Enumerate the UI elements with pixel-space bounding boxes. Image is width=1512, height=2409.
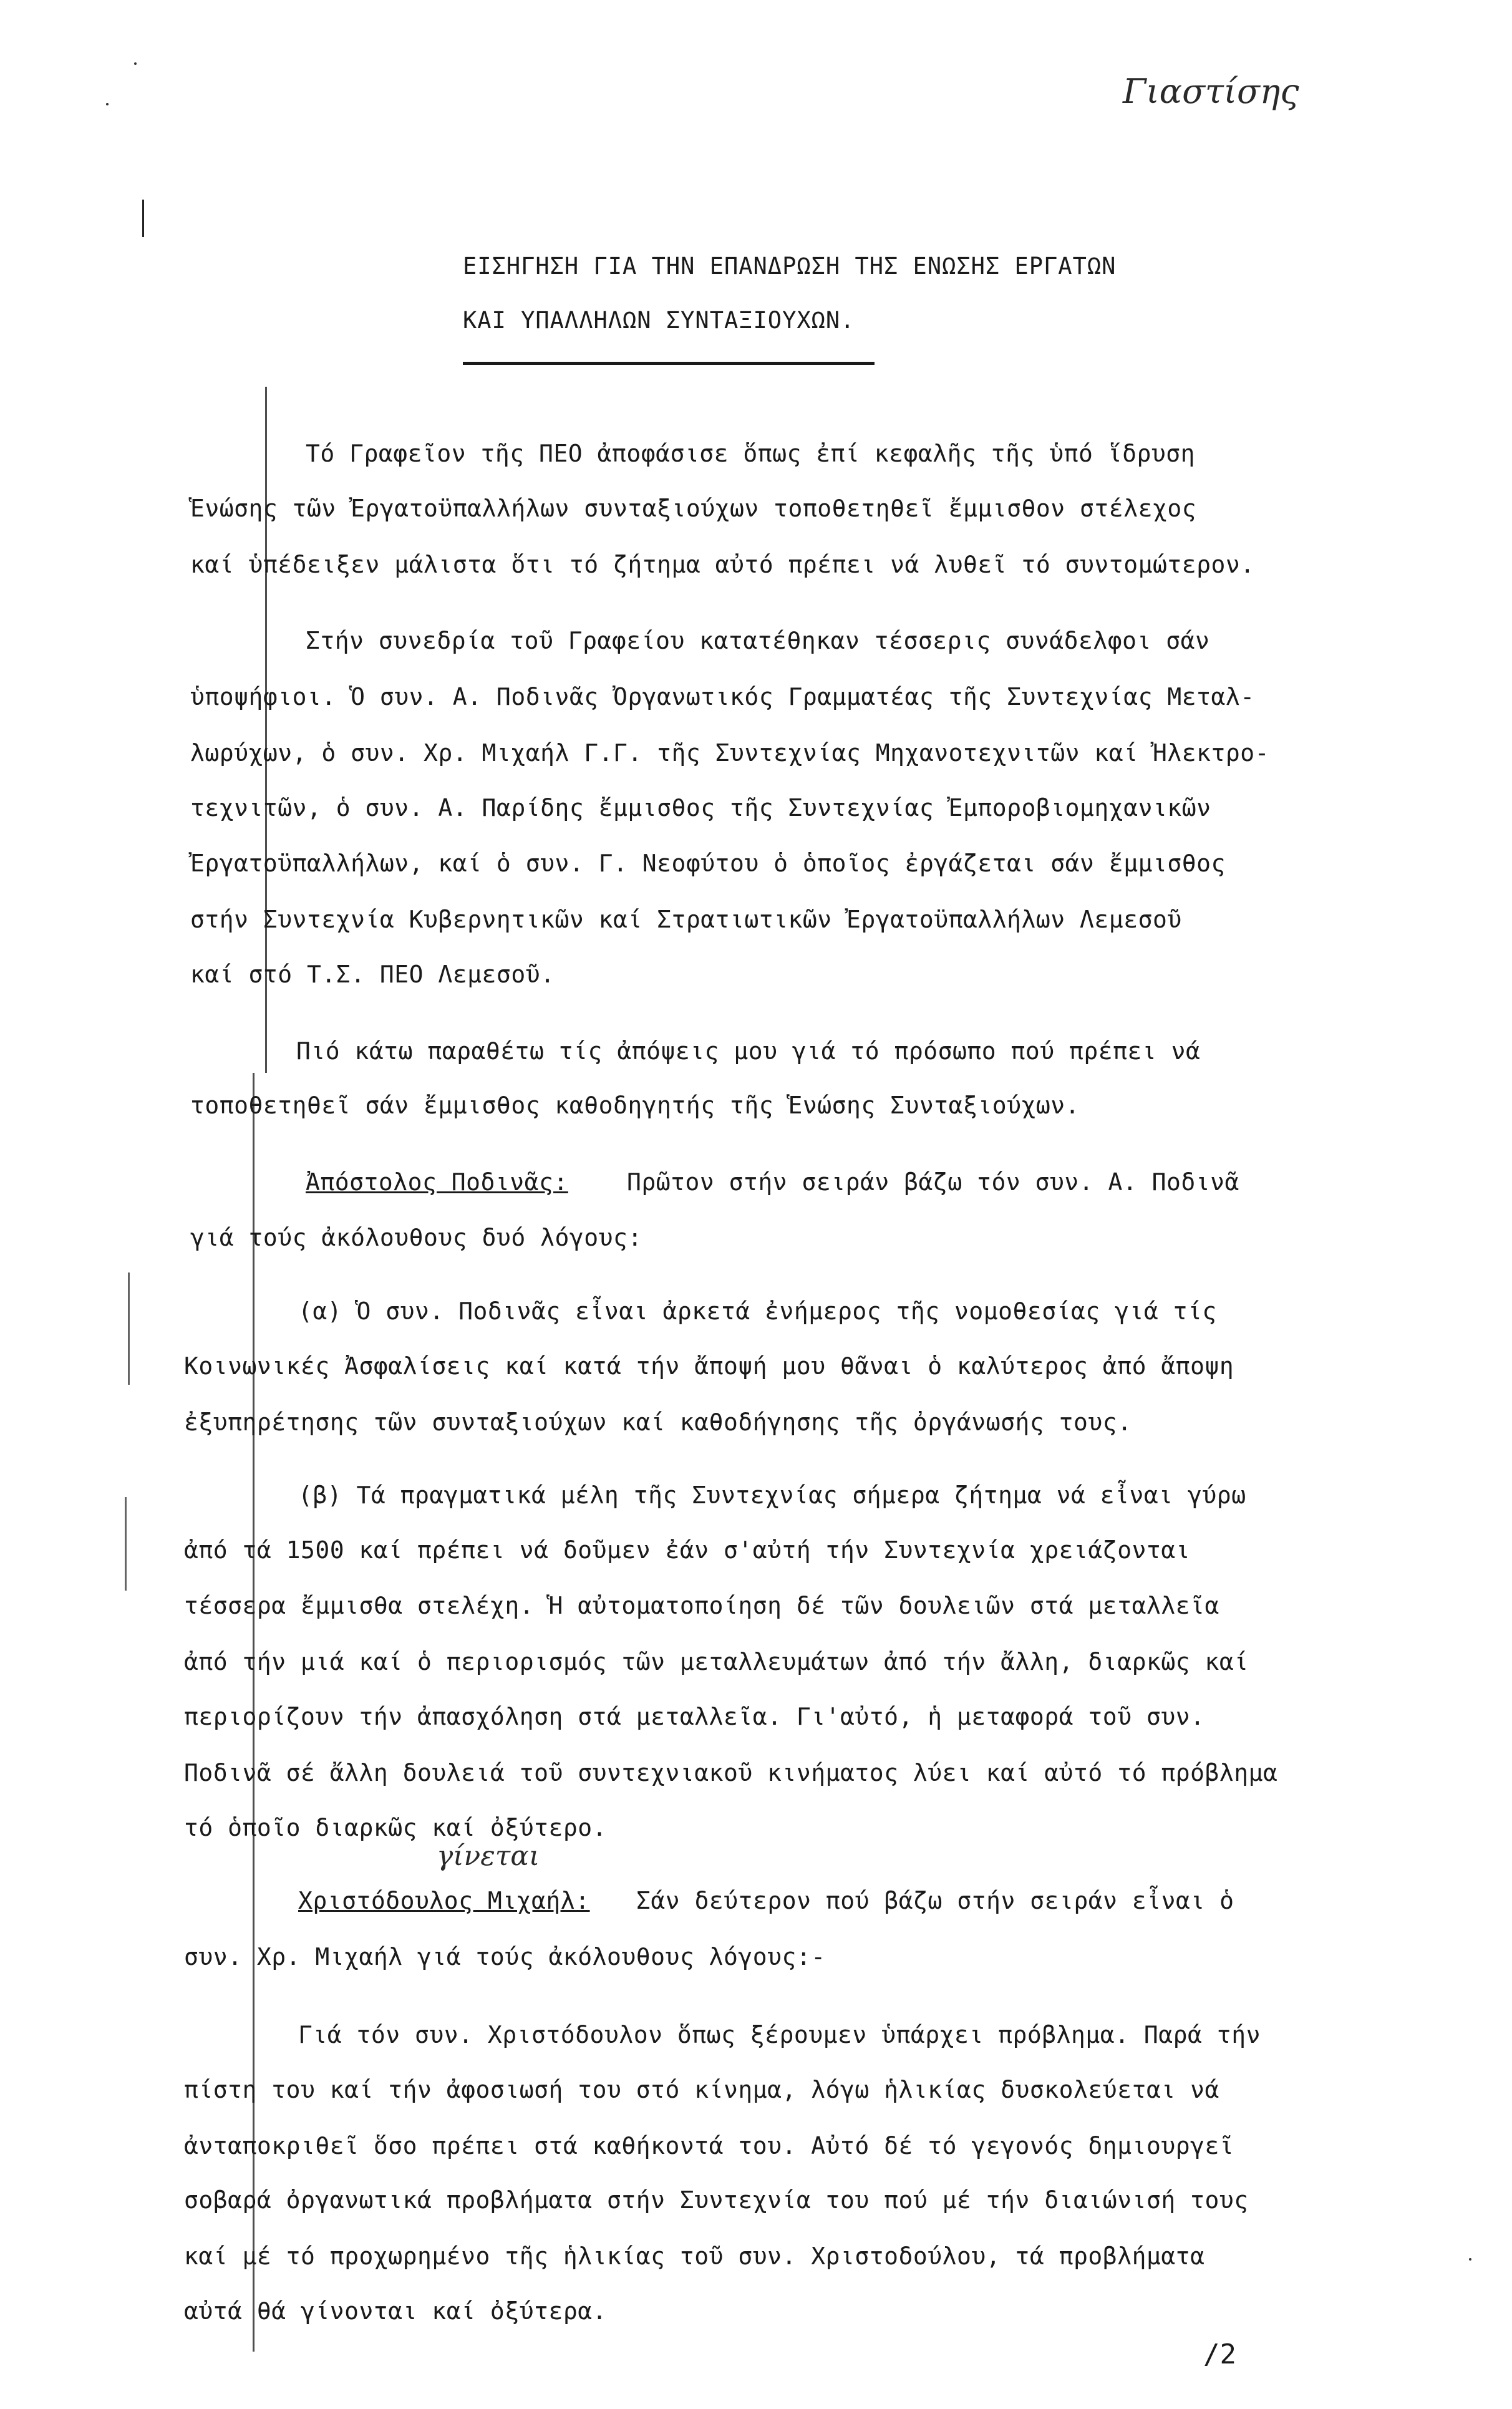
text-line: Γιά τόν συν. Χριστόδουλον ὅπως ξέρουμεν ὑπάρχει πρόβλημα. Παρά τήν bbox=[298, 2021, 1261, 2048]
text-line: καί στό Τ.Σ. ΠΕΟ Λεμεσοῦ. bbox=[190, 961, 555, 988]
text-line: (β) Τά πραγματικά μέλη τῆς Συντεχνίας σήμερα ζήτημα νά εἶναι γύρω bbox=[298, 1481, 1246, 1509]
left-edge-mark bbox=[128, 1272, 130, 1385]
text-line: Τό Γραφεῖον τῆς ΠΕΟ ἀποφάσισε ὅπως ἐπί κεφαλῆς τῆς ὑπό ἵδρυση bbox=[306, 440, 1196, 467]
text-line: ἀπό τήν μιά καί ὁ περιορισμός τῶν μεταλλευμάτων ἀπό τήν ἄλλη, διαρκῶς καί bbox=[184, 1648, 1249, 1675]
heading-line-1: ΕΙΣΗΓΗΣΗ ΓΙΑ ΤΗΝ ΕΠΑΝΔΡΩΣΗ ΤΗΣ ΕΝΩΣΗΣ ΕΡΓΑΤΩΝ bbox=[463, 253, 1117, 279]
text-line: Πρῶτον στήν σειράν βάζω τόν συν. Α. Ποδινᾶ bbox=[627, 1168, 1239, 1196]
text-line: Σάν δεύτερον πού βάζω στήν σειράν εἶναι ὁ bbox=[636, 1887, 1234, 1914]
left-edge-mark bbox=[142, 200, 144, 237]
text-line: τοποθετηθεῖ σάν ἔμμισθος καθοδηγητής τῆς Ἑνώσης Συνταξιούχων. bbox=[190, 1092, 1080, 1119]
text-line: ἀνταποκριθεῖ ὅσο πρέπει στά καθήκοντά του. Αὐτό δέ τό γεγονός δημιουργεῖ bbox=[184, 2132, 1234, 2159]
text-line: Πιό κάτω παραθέτω τίς ἀπόψεις μου γιά τό πρόσωπο πού πρέπει νά bbox=[296, 1037, 1201, 1065]
text-line: στήν Συντεχνία Κυβερνητικῶν καί Στρατιωτικῶν Ἐργατοϋπαλλήλων Λεμεσοῦ bbox=[190, 906, 1182, 933]
section-heading-michail: Χριστόδουλος Μιχαήλ: bbox=[298, 1887, 590, 1914]
text-line: Στήν συνεδρία τοῦ Γραφείου κατατέθηκαν τέσσερις συνάδελφοι σάν bbox=[306, 627, 1210, 654]
text-line: αὐτά θά γίνονται καί ὀξύτερα. bbox=[184, 2297, 607, 2325]
text-line: Ἑνώσης τῶν Ἐργατοϋπαλλήλων συνταξιούχων τοποθετηθεῖ ἔμμισθον στέλεχος bbox=[190, 495, 1197, 522]
speck bbox=[106, 103, 109, 105]
text-line: πίστη του καί τήν ἀφοσιωσή του στό κίνημα, λόγω ἡλικίας δυσκολεύεται νά bbox=[184, 2076, 1219, 2103]
handwritten-insert-note: γίνεται bbox=[437, 1840, 540, 1872]
text-line: ὑποψήφιοι. Ὁ συν. Α. Ποδινᾶς Ὀργανωτικός Γραμματέας τῆς Συντεχνίας Μεταλ- bbox=[190, 683, 1255, 710]
speck bbox=[1469, 2258, 1471, 2261]
heading-line-2: ΚΑΙ ΥΠΑΛΛΗΛΩΝ ΣΥΝΤΑΞΙΟΥΧΩΝ. bbox=[463, 307, 855, 334]
text-line: Κοινωνικές Ἀσφαλίσεις καί κατά τήν ἄποψή μου θᾶναι ὁ καλύτερος ἀπό ἄποψη bbox=[184, 1352, 1234, 1380]
text-line: σοβαρά ὀργανωτικά προβλήματα στήν Συντεχνία του πού μέ τήν διαιώνισή τους bbox=[184, 2186, 1249, 2214]
text-line: ἀπό τά 1500 καί πρέπει νά δοῦμεν ἐάν σ'αὐτή τήν Συντεχνία χρειάζονται bbox=[184, 1536, 1191, 1564]
text-line: τό ὁποῖο διαρκῶς καί ὀξύτερο. bbox=[184, 1814, 607, 1841]
text-line: τέσσερα ἔμμισθα στελέχη. Ἡ αὐτοματοποίηση δέ τῶν δουλειῶν στά μεταλλεῖα bbox=[184, 1592, 1219, 1619]
text-line: καί ὑπέδειξεν μάλιστα ὅτι τό ζήτημα αὐτό πρέπει νά λυθεῖ τό συντομώτερον. bbox=[190, 551, 1255, 578]
speck bbox=[134, 62, 137, 65]
section-heading-podinas: Ἀπόστολος Ποδινᾶς: bbox=[306, 1168, 568, 1196]
handwritten-name-note: Γιαστίσης bbox=[1123, 72, 1299, 111]
text-line: (α) Ὁ συν. Ποδινᾶς εἶναι ἀρκετά ἐνήμερος τῆς νομοθεσίας γιά τίς bbox=[298, 1297, 1217, 1325]
text-line: περιορίζουν τήν ἀπασχόληση στά μεταλλεῖα. Γι'αὐτό, ἡ μεταφορά τοῦ συν. bbox=[184, 1703, 1205, 1730]
text-line: συν. Χρ. Μιχαήλ γιά τούς ἀκόλουθους λόγους:- bbox=[184, 1943, 826, 1970]
text-line: γιά τούς ἀκόλουθους δυό λόγους: bbox=[190, 1224, 642, 1251]
text-line: τεχνιτῶν, ὁ συν. Α. Παρίδης ἔμμισθος τῆς Συντεχνίας Ἐμποροβιομηχανικῶν bbox=[190, 794, 1211, 822]
text-line: Ἐργατοϋπαλλήλων, καί ὁ συν. Γ. Νεοφύτου ὁ ὁποῖος ἐργάζεται σάν ἔμμισθος bbox=[190, 850, 1226, 877]
text-line: λωρύχων, ὁ συν. Χρ. Μιχαήλ Γ.Γ. τῆς Συντεχνίας Μηχανοτεχνιτῶν καί Ἠλεκτρο- bbox=[190, 739, 1269, 767]
text-line: Ποδινᾶ σέ ἄλλη δουλειά τοῦ συντεχνιακοῦ κινήματος λύει καί αὐτό τό πρόβλημα bbox=[184, 1759, 1278, 1786]
text-line: καί μέ τό προχωρημένο τῆς ἡλικίας τοῦ συν. Χριστοδούλου, τά προβλήματα bbox=[184, 2242, 1205, 2270]
heading-underline bbox=[463, 362, 875, 365]
page-number: /2 bbox=[1203, 2339, 1236, 2370]
text-line: ἐξυπηρέτησης τῶν συνταξιούχων καί καθοδήγησης τῆς ὀργάνωσής τους. bbox=[184, 1408, 1132, 1436]
left-edge-mark bbox=[125, 1497, 127, 1591]
